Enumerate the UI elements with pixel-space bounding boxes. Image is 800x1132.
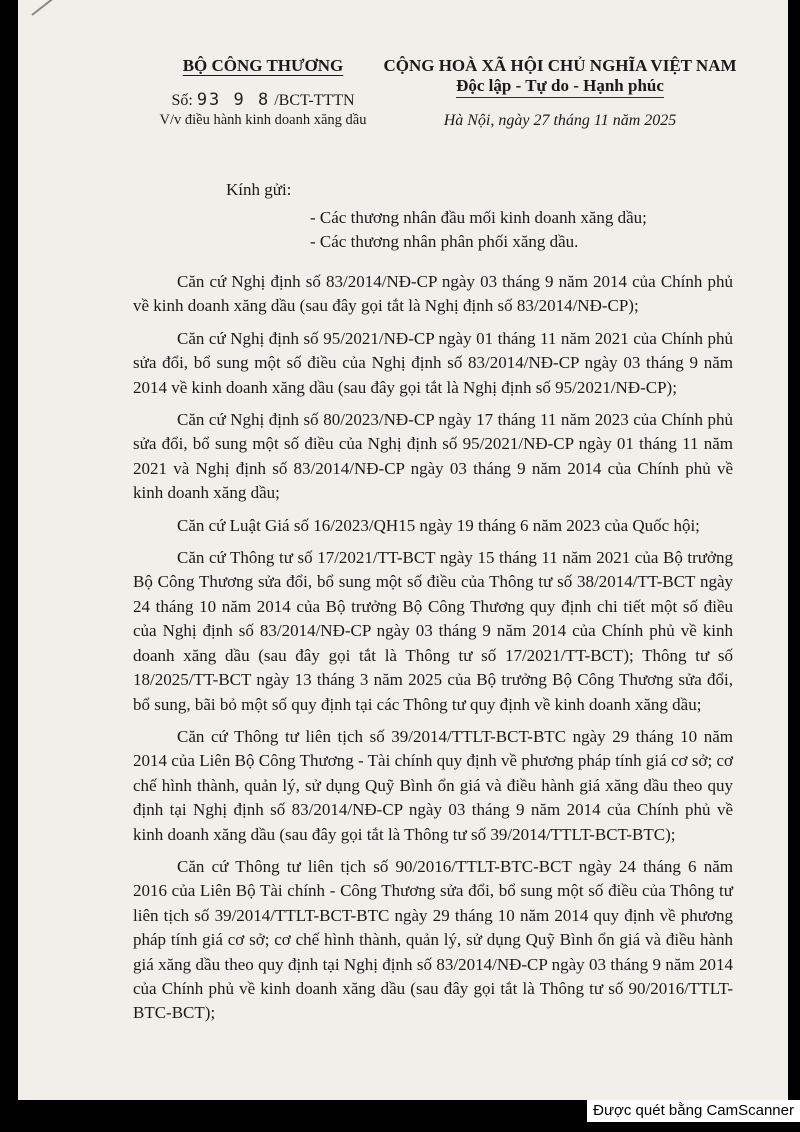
national-motto: Độc lập - Tự do - Hạnh phúc <box>456 76 664 98</box>
document-number-prefix: Số: <box>171 92 193 109</box>
body-paragraph: Căn cứ Thông tư liên tịch số 90/2016/TTLT-BTC-BCT ngày 24 tháng 6 năm 2016 của Liên Bộ Tài chính - Công Thương sửa đổi, bổ sung một số điều của Thông tư liên tịch số 39/2014/TTLT-BCT-BTC ngày 29 tháng 10 năm 2014 quy định về phương pháp tính giá cơ sở; cơ chế hình thành, quản lý, sử dụng Quỹ Bình ổn giá và điều hành giá xăng dầu theo quy định tại Nghị định số 83/2014/NĐ-CP ngày 03 tháng 9 năm 2014 của Chính phủ về kinh doanh xăng dầu (sau đây gọi tắt là Thông tư số 90/2016/TTLT-BTC-BCT); <box>133 856 733 1023</box>
document-number-suffix: /BCT-TTTN <box>274 92 355 109</box>
document-number-handwritten: 93 9 8 <box>196 90 271 110</box>
document-body <box>133 270 733 1034</box>
nation-name: CỘNG HOÀ XÃ HỘI CHỦ NGHĨA VIỆT NAM <box>383 56 737 75</box>
body-paragraph: Căn cứ Thông tư số 17/2021/TT-BCT ngày 15 tháng 11 năm 2021 của Bộ trưởng Bộ Công Thương sửa đổi, bổ sung một số điều của Thông tư số 38/2014/TT-BCT ngày 24 tháng 10 năm 2014 của Bộ trưởng Bộ Công Thương quy định chi tiết một số điều của Nghị định số 83/2014/NĐ-CP ngày 03 tháng 9 năm 2014 của Chính phủ về kinh doanh xăng dầu (sau đây gọi tắt là Thông tư số 17/2021/TT-BCT); Thông tư số 18/2025/TT-BCT ngày 13 tháng 3 năm 2025 của Bộ trưởng Bộ Công Thương sửa đổi, bổ sung, bãi bỏ một số quy định tại các Thông tư quy định về kinh doanh xăng dầu; <box>133 548 733 714</box>
fold-mark <box>31 0 59 16</box>
national-heading <box>370 56 750 130</box>
recipient-item: - Các thương nhân phân phối xăng dầu. <box>310 232 579 251</box>
body-paragraph: Căn cứ Luật Giá số 16/2023/QH15 ngày 19 tháng 6 năm 2023 của Quốc hội; <box>177 515 700 535</box>
issuer-block <box>128 56 398 129</box>
place-date: Hà Nội, ngày 27 tháng 11 năm 2025 <box>443 112 677 129</box>
recipient-list <box>310 206 647 254</box>
salutation: Kính gửi: <box>226 180 292 199</box>
body-paragraph: Căn cứ Nghị định số 95/2021/NĐ-CP ngày 01 tháng 11 năm 2021 của Chính phủ sửa đổi, bổ sung một số điều của Nghị định số 83/2014/NĐ-CP ngày 03 tháng 9 năm 2014 về kinh doanh xăng dầu (sau đây gọi tắt là Nghị định số 95/2021/NĐ-CP); <box>133 328 733 397</box>
document-page <box>18 0 788 1100</box>
document-number <box>128 90 398 110</box>
body-paragraph: Căn cứ Nghị định số 80/2023/NĐ-CP ngày 17 tháng 11 năm 2023 của Chính phủ sửa đổi, bổ sung một số điều của Nghị định số 95/2021/NĐ-CP ngày 01 tháng 11 năm 2021 và Nghị định số 83/2014/NĐ-CP ngày 03 tháng 9 năm 2014 của Chính phủ về kinh doanh xăng dầu; <box>133 410 733 503</box>
document-subject: V/v điều hành kinh doanh xăng dầu <box>159 112 367 128</box>
recipient-item: - Các thương nhân đầu mối kinh doanh xăng dầu; <box>310 208 647 227</box>
body-paragraph: Căn cứ Nghị định số 83/2014/NĐ-CP ngày 03 tháng 9 năm 2014 của Chính phủ về kinh doanh xăng dầu (sau đây gọi tắt là Nghị định số 83/2014/NĐ-CP); <box>133 272 733 316</box>
body-paragraph: Căn cứ Thông tư liên tịch số 39/2014/TTLT-BCT-BTC ngày 29 tháng 10 năm 2014 của Liên Bộ Công Thương - Tài chính quy định về phương pháp tính giá cơ sở; cơ chế hình thành, quản lý, sử dụng Quỹ Bình ổn giá và điều hành giá xăng dầu theo quy định tại Nghị định số 83/2014/NĐ-CP ngày 03 tháng 9 năm 2014 của Chính phủ về kinh doanh xăng dầu (sau đây gọi tắt là Thông tư số 39/2014/TTLT-BCT-BTC); <box>133 726 733 844</box>
issuer-name: BỘ CÔNG THƯƠNG <box>182 56 344 75</box>
scanner-watermark: Được quét bằng CamScanner <box>587 1100 800 1122</box>
